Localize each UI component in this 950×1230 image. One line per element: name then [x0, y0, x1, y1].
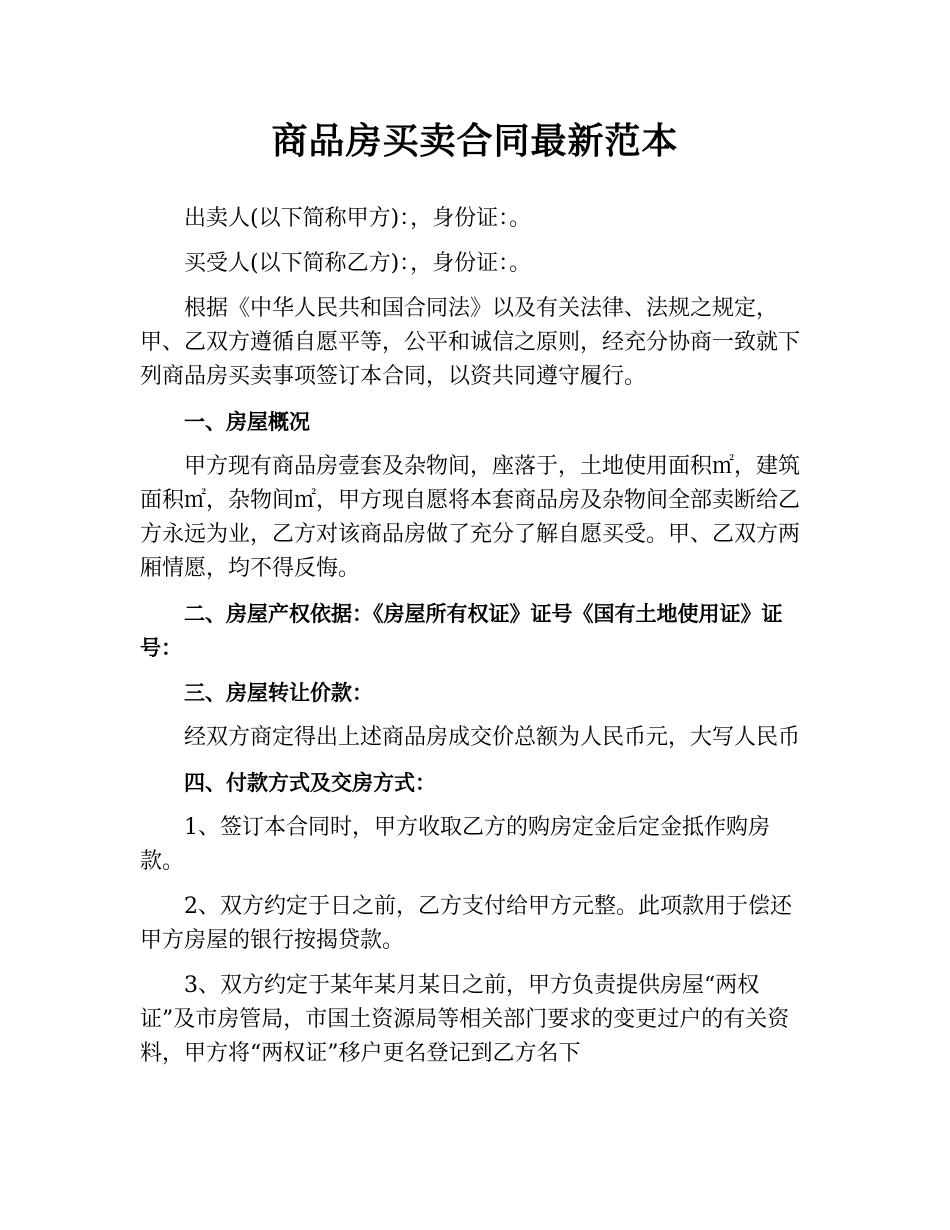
payment-clause-2: 2、双方约定于日之前，乙方支付给甲方元整。此项款用于偿还甲方房屋的银行按揭贷款。 — [140, 894, 792, 953]
section-heading-4: 四、付款方式及交房方式： — [184, 771, 436, 795]
payment-clause-1: 1、签订本合同时，甲方收取乙方的购房定金后定金抵作购房款。 — [140, 815, 770, 874]
property-overview-paragraph: 甲方现有商品房壹套及杂物间，座落于，土地使用面积㎡，建筑面积㎡，杂物间㎡，甲方现自愿将本套商品房及杂物间全部卖断给乙方永远为业，乙方对该商品房做了充分了解自愿买受。甲、乙双方两厢情愿，均不得反悔。 — [140, 454, 801, 581]
payment-clause-3: 3、双方约定于某年某月某日之前，甲方负责提供房屋“两权证”及市房管局，市国土资源局等相关部门要求的变更过户的有关资料，甲方将“两权证”移户更名登记到乙方名下 — [140, 973, 790, 1066]
document-body — [140, 202, 810, 1082]
document-title: 商品房买卖合同最新范本 — [271, 121, 679, 162]
section-heading-3: 三、房屋转让价款： — [184, 681, 373, 705]
section-heading-2: 二、房屋产权依据：《房屋所有权证》证号《国有土地使用证》证号： — [140, 602, 783, 660]
buyer-line: 买受人(以下简称乙方)：，身份证：。 — [184, 251, 532, 276]
price-paragraph: 经双方商定得出上述商品房成交价总额为人民币元，大写人民币 — [184, 725, 801, 750]
section-heading-1: 一、房屋概况 — [184, 410, 310, 434]
preamble-paragraph: 根据《中华人民共和国合同法》以及有关法律、法规之规定，甲、乙双方遵循自愿平等，公平和诚信之原则，经充分协商一致就下列商品房买卖事项签订本合同，以资共同遵守履行。 — [140, 296, 801, 389]
seller-line: 出卖人(以下简称甲方)：，身份证：。 — [184, 206, 532, 231]
